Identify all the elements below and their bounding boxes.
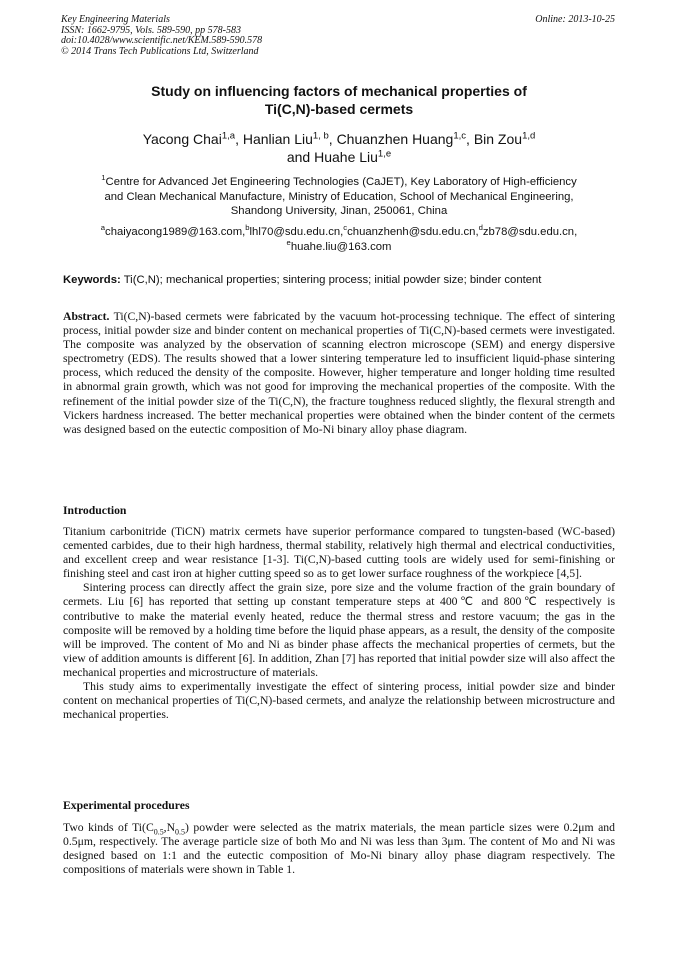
experimental-heading: Experimental procedures — [63, 799, 190, 812]
email-mark: e — [286, 237, 291, 247]
emails-line-1 — [40, 225, 638, 240]
author-affil-mark: 1,a — [221, 130, 236, 142]
email-mark: a — [100, 223, 106, 233]
author-affil-mark: 1, b — [312, 130, 329, 142]
title-line-2: Ti(C,N)-based cermets — [264, 101, 414, 117]
email-link[interactable]: chuanzhenh@sdu.edu.cn, — [347, 226, 479, 238]
intro-paragraph-3: This study aims to experimentally investigate the effect of sintering process, initial powder size and binder content on mechanical properties of Ti(C,N)-based cermets, and analyze the relationship between microstructure and mechanical properties. — [63, 680, 615, 722]
affiliation — [40, 175, 638, 219]
exp-text-mid: ,N — [163, 821, 176, 834]
title-line-1: Study on influencing factors of mechanical properties of — [151, 83, 527, 99]
abstract-paragraph — [63, 310, 615, 437]
author-name: Yacong Chai — [142, 131, 222, 147]
email-link[interactable]: zb78@sdu.edu.cn, — [482, 226, 578, 238]
journal-header — [61, 15, 262, 57]
keywords-label: Keywords: — [63, 274, 121, 286]
keywords — [63, 273, 615, 287]
introduction-heading: Introduction — [63, 504, 127, 517]
abstract-text: Ti(C,N)-based cermets were fabricated by the vacuum hot-processing technique. The effect of sintering process, initial powder size and binder content on mechanical properties of Ti(C,N)-based cermets were investigated. The composite was analyzed by the observation of scanning electron microscope (SEM) and energy dispersive spectrometry (EDS). The results showed that a lower sintering temperature led to insufficient liquid-phase sintering process, which reduced the density of the composite. However, higher temperature and longer holding time resulted in abnormal grain growth, which was not good for improving the mechanical properties of the composite. With the refinement of the initial powder size of the Ti(C,N), the fracture toughness reduced slightly, the flexural strength and Vickers hardness increased. The better mechanical properties were obtained when the binder content of the cermets was designed based on the eutectic composition of Mo-Ni binary alloy phase diagram. — [63, 310, 615, 436]
author-affil-mark: 1,d — [522, 130, 536, 142]
paper-title — [40, 82, 638, 118]
email-link[interactable]: chaiyacong1989@163.com, — [105, 226, 246, 238]
email-link[interactable]: lhl70@sdu.edu.cn, — [249, 226, 344, 238]
author-list — [40, 130, 638, 166]
intro-paragraph-1: Titanium carbonitride (TiCN) matrix cermets have superior performance compared to tungsten-based (WC-based) cemented carbides, due to their high hardness, thermal stability, relatively high thermal and electrical conductivities, and excellent creep and wear resistance [1-3]. Ti(C,N)-based cutting tools are widely used for semi-finishing or finishing steel and cast iron at higher cutting speed so as to get lower surface roughness of the workpiece [4,5]. — [63, 525, 615, 581]
emails-line-2 — [40, 237, 638, 255]
affiliation-line-2: and Clean Mechanical Manufacture, Ministry of Education, School of Mechanical Engineering, — [104, 190, 574, 203]
email-list — [40, 225, 638, 254]
author-name: Bin Zou — [473, 131, 523, 147]
author-affil-mark: 1,e — [377, 148, 392, 160]
experimental-body — [63, 821, 615, 877]
introduction-body — [63, 525, 615, 722]
email-mark: c — [343, 223, 348, 233]
experimental-paragraph — [63, 821, 615, 877]
exp-text-rest: ) powder were selected as the matrix materials, the mean particle sizes were 0.2μm and 0.5μm, respectively. The average particle size of both Mo and Ni was less than 3μm. The content of Mo and Ni was designed based on 1:1 and the eutectic composition of Mo-Ni binary alloy phase diagram respectively. The compositions of materials were shown in Table 1. — [63, 821, 615, 877]
author-name: Huahe Liu — [314, 149, 378, 165]
issn-line: ISSN: 1662-9795, Vols. 589-590, pp 578-583 — [61, 24, 241, 36]
authors-line-1: Yacong Chai$^{1,a}$, Hanlian Liu$^{1, b}$, Chuanzhen Huang$^{1,c}$, Bin Zou$^{1,d}$ — [142, 130, 536, 147]
abstract-label: Abstract. — [63, 310, 110, 323]
affiliation-line-1 — [40, 175, 638, 190]
journal-name: Key Engineering Materials — [61, 14, 170, 25]
intro-paragraph-2: Sintering process can directly affect the grain size, pore size and the volume fraction of the grain boundary of cermets. Liu [6] has reported that setting up constant temperature steps at 400℃ and 800℃ respectively is contributive to make the material evenly heated, reduce the thermal stress and restore vacuum; the gas in the composite will be removed by a holding time before the liquid phase appears, as a result, the density of the composite will be improved. The content of Mo and Ni as binder phase affects the mechanical properties of cermets, but the view of addition amounts is different [6]. In addition, Zhan [7] has reported that initial powder size will also affect the mechanical properties and microstructure of materials. — [63, 581, 615, 679]
online-date: Online: 2013-10-25 — [535, 14, 615, 25]
subscript: 0.5 — [153, 827, 164, 837]
copyright-line: © 2014 Trans Tech Publications Ltd, Switzerland — [61, 45, 259, 57]
author-affil-mark: 1,c — [453, 130, 467, 142]
doi-line: doi:10.4028/www.scientific.net/KEM.589-590.578 — [61, 35, 263, 47]
abstract — [63, 310, 615, 437]
subscript: 0.5 — [175, 827, 185, 837]
authors-and: and — [286, 149, 311, 165]
keywords-text: Ti(C,N); mechanical properties; sintering process; initial powder size; binder content — [123, 274, 542, 286]
email-mark: b — [245, 223, 250, 233]
authors-line-2 — [40, 148, 638, 166]
affiliation-line-3: Shandong University, Jinan, 250061, China — [230, 205, 448, 218]
author-name: Hanlian Liu — [242, 131, 313, 147]
affiliation-text: Centre for Advanced Jet Engineering Technologies (CaJET), Key Laboratory of High-efficiency — [105, 176, 577, 188]
email-link[interactable]: huahe.liu@163.com — [290, 240, 392, 253]
author-name: Chuanzhen Huang — [336, 131, 454, 147]
exp-text-start: Two kinds of Ti(C — [63, 821, 154, 834]
email-mark: d — [478, 223, 483, 233]
affiliation-mark: 1 — [101, 173, 106, 183]
